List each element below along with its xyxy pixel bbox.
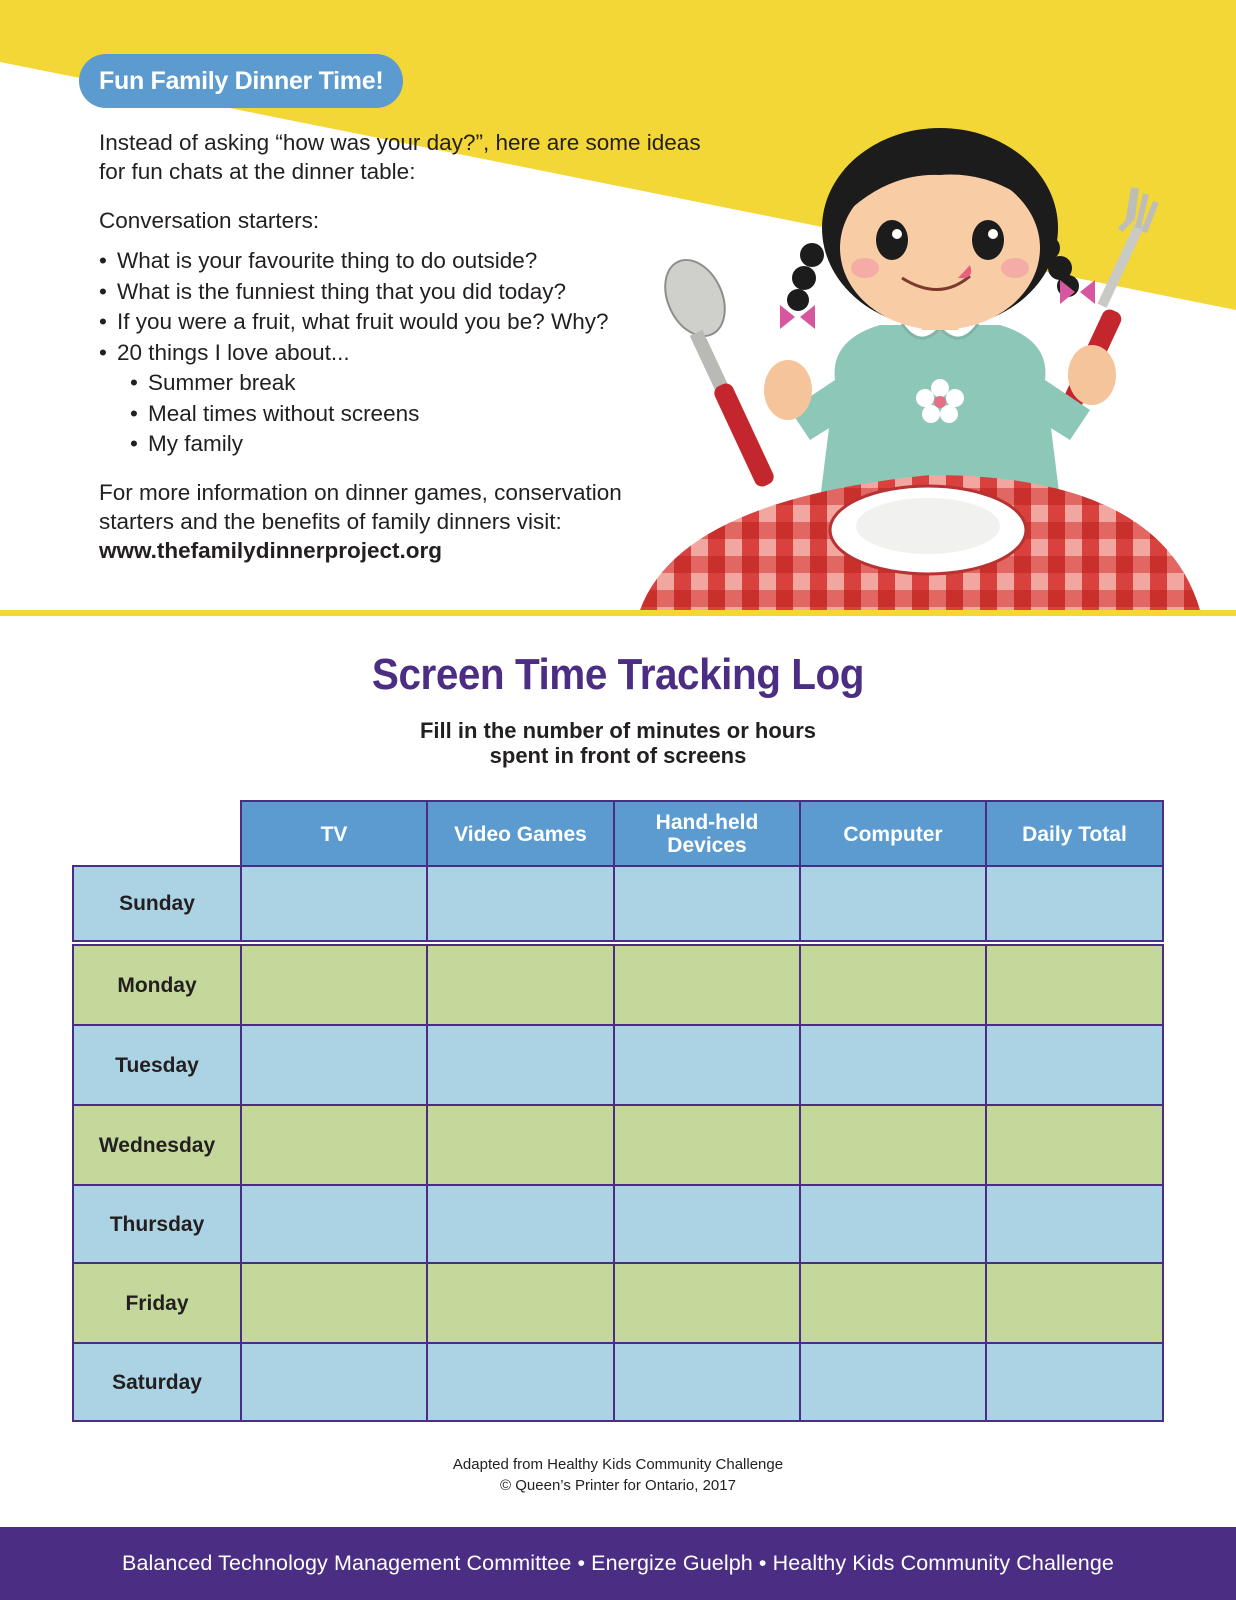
list-item: • My family — [130, 429, 419, 460]
more-info-text: For more information on dinner games, conservation starters and the benefits of family dinners visit: — [99, 480, 622, 534]
time-entry-cell[interactable] — [799, 1184, 987, 1264]
time-entry-cell[interactable] — [240, 865, 428, 942]
conversation-starters-heading: Conversation starters: — [99, 208, 320, 233]
credit-line-1: Adapted from Healthy Kids Community Challenge — [452, 1456, 784, 1473]
time-entry-cell[interactable] — [985, 1262, 1164, 1344]
section-divider — [0, 610, 1236, 616]
day-label: Saturday — [72, 1342, 242, 1422]
time-entry-cell[interactable] — [799, 944, 987, 1026]
time-entry-cell[interactable] — [240, 1184, 428, 1264]
day-label: Sunday — [72, 865, 242, 942]
time-entry-cell[interactable] — [985, 1024, 1164, 1106]
list-item: • What is your favourite thing to do outside? — [99, 246, 608, 277]
day-label: Tuesday — [72, 1024, 242, 1106]
time-entry-cell[interactable] — [240, 1024, 428, 1106]
intro-text: Instead of asking “how was your day?”, here are some ideas for fun chats at the dinner table: — [99, 130, 701, 184]
instructions-line-2: spent in front of screens — [489, 743, 747, 768]
conversation-starters-list — [99, 246, 608, 368]
girl-at-dinner-table-illustration — [640, 80, 1220, 610]
column-header: TV — [240, 800, 428, 868]
time-entry-cell[interactable] — [799, 1024, 987, 1106]
time-entry-cell[interactable] — [613, 1262, 801, 1344]
time-entry-cell[interactable] — [426, 865, 615, 942]
time-entry-cell[interactable] — [985, 1104, 1164, 1186]
column-header: Hand-held Devices — [613, 800, 801, 868]
time-entry-cell[interactable] — [613, 1342, 801, 1422]
dinner-tips-section — [0, 0, 1236, 610]
time-entry-cell[interactable] — [240, 1262, 428, 1344]
day-label: Thursday — [72, 1184, 242, 1264]
time-entry-cell[interactable] — [799, 865, 987, 942]
list-item: • Meal times without screens — [130, 399, 419, 430]
time-entry-cell[interactable] — [240, 1342, 428, 1422]
list-item: • If you were a fruit, what fruit would you be? Why? — [99, 307, 608, 338]
time-entry-cell[interactable] — [985, 1184, 1164, 1264]
time-entry-cell[interactable] — [985, 1342, 1164, 1422]
time-entry-cell[interactable] — [240, 944, 428, 1026]
time-entry-cell[interactable] — [613, 1184, 801, 1264]
time-entry-cell[interactable] — [613, 865, 801, 942]
time-entry-cell[interactable] — [985, 865, 1164, 942]
spoon-icon — [654, 250, 777, 489]
time-entry-cell[interactable] — [613, 1104, 801, 1186]
page-title: Screen Time Tracking Log — [371, 650, 865, 699]
footer-text: Balanced Technology Management Committee • Energize Guelph • Healthy Kids Community Challenge — [122, 1551, 1114, 1575]
credit-line-2: © Queen’s Printer for Ontario, 2017 — [500, 1477, 736, 1494]
plate-icon — [830, 486, 1026, 574]
day-label: Monday — [72, 944, 242, 1026]
time-entry-cell[interactable] — [426, 1024, 615, 1106]
time-entry-cell[interactable] — [799, 1262, 987, 1344]
family-dinner-project-link[interactable]: www.thefamilydinnerproject.org — [99, 538, 442, 563]
time-entry-cell[interactable] — [613, 944, 801, 1026]
time-entry-cell[interactable] — [426, 1342, 615, 1422]
instructions-line-1: Fill in the number of minutes or hours — [419, 718, 816, 743]
time-entry-cell[interactable] — [426, 1184, 615, 1264]
day-label: Friday — [72, 1262, 242, 1344]
credit-text — [0, 1454, 1236, 1496]
footer-bar — [0, 1527, 1236, 1600]
time-entry-cell[interactable] — [426, 1262, 615, 1344]
fun-family-dinner-badge: Fun Family Dinner Time! — [79, 54, 403, 108]
list-item: • Summer break — [130, 368, 419, 399]
time-entry-cell[interactable] — [426, 1104, 615, 1186]
time-entry-cell[interactable] — [799, 1342, 987, 1422]
log-instructions — [0, 718, 1236, 768]
day-label: Wednesday — [72, 1104, 242, 1186]
time-entry-cell[interactable] — [799, 1104, 987, 1186]
time-entry-cell[interactable] — [426, 944, 615, 1026]
love-items-list — [130, 368, 419, 460]
time-entry-cell[interactable] — [240, 1104, 428, 1186]
column-header: Video Games — [426, 800, 615, 868]
list-item: • 20 things I love about... — [99, 338, 608, 369]
time-entry-cell[interactable] — [613, 1024, 801, 1106]
column-header: Computer — [799, 800, 987, 868]
time-entry-cell[interactable] — [985, 944, 1164, 1026]
list-item: • What is the funniest thing that you did today? — [99, 277, 608, 308]
column-header: Daily Total — [985, 800, 1164, 868]
